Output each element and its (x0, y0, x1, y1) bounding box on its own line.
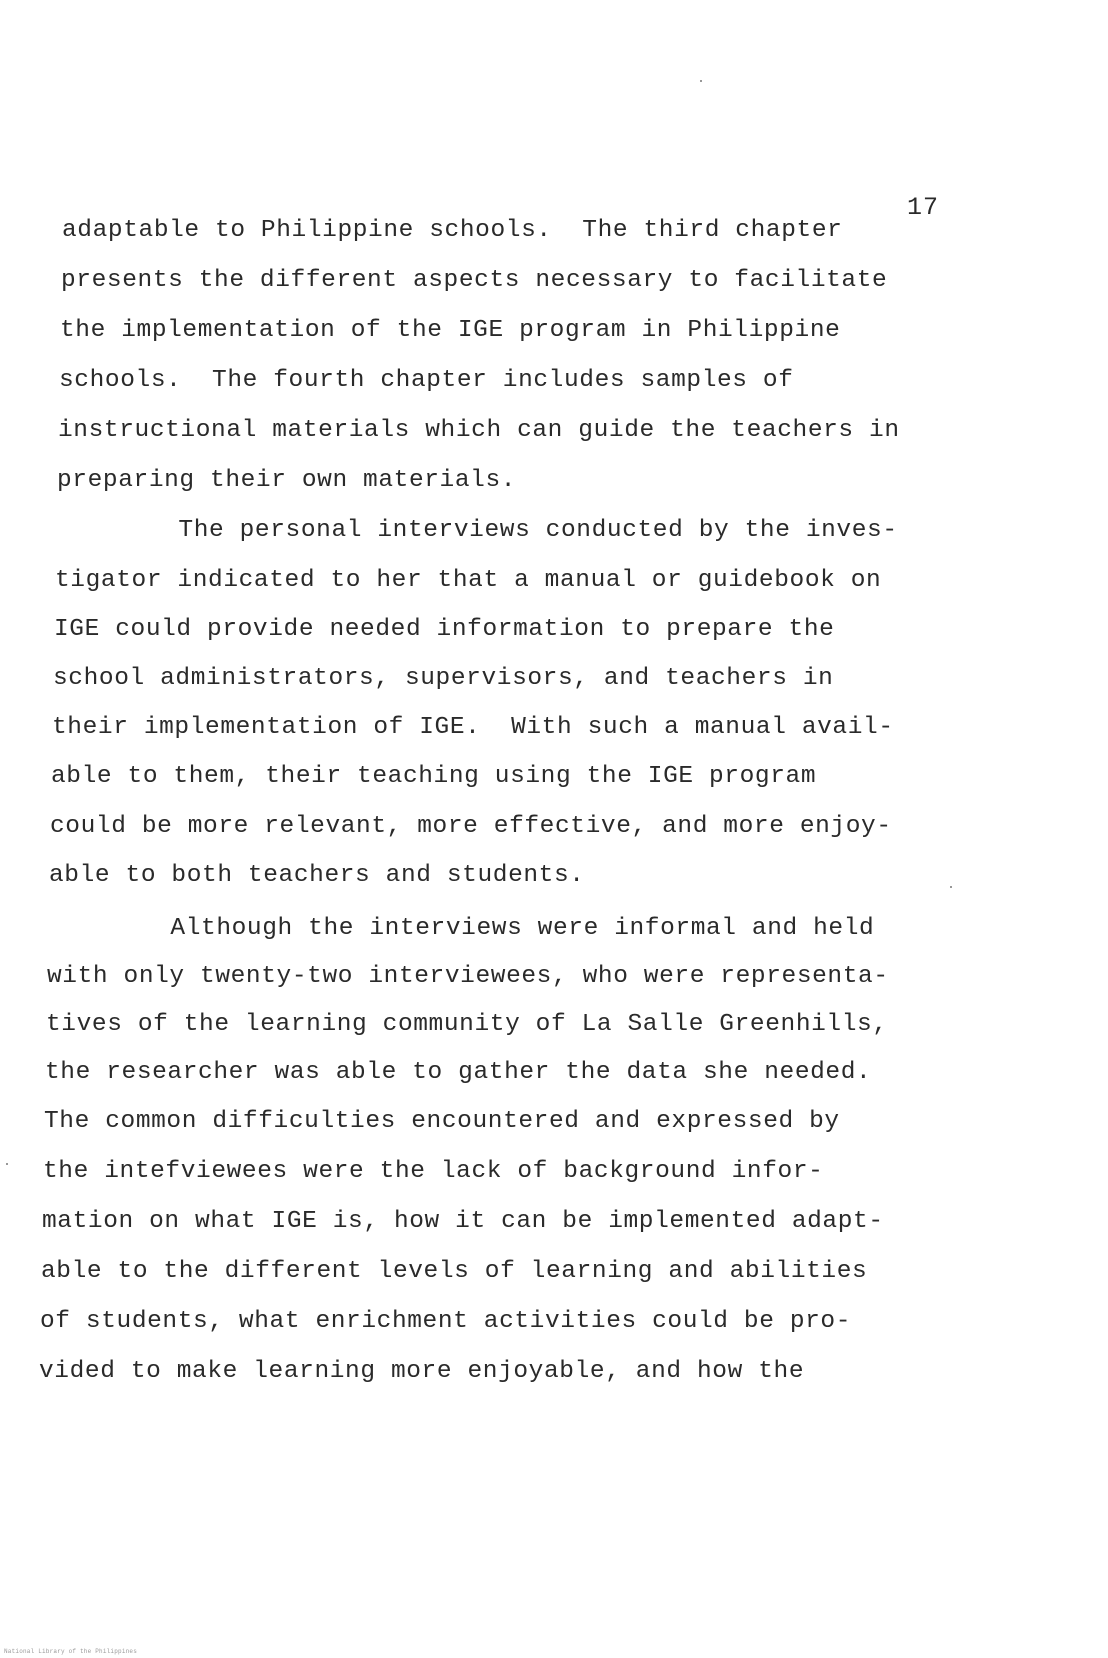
text-line: adaptable to Philippine schools. The third chapter (62, 217, 843, 244)
text-line: Although the interviews were informal and held (48, 915, 875, 942)
text-line: schools. The fourth chapter includes samples of (59, 367, 794, 394)
text-line: preparing their own materials. (57, 467, 517, 494)
text-line: able to both teachers and students. (49, 862, 585, 889)
scan-speck (700, 80, 702, 82)
text-line: with only twenty-two interviewees, who were representa- (47, 963, 889, 990)
text-line: instructional materials which can guide the teachers in (58, 417, 900, 444)
scan-speck (6, 1163, 8, 1165)
text-line: of students, what enrichment activities could be pro- (40, 1308, 852, 1335)
text-line: could be more relevant, more effective, and more enjoy- (50, 813, 892, 840)
text-line: IGE could provide needed information to prepare the (54, 616, 835, 643)
text-line: school administrators, supervisors, and teachers in (53, 665, 834, 692)
text-line: able to the different levels of learning and abilities (41, 1258, 868, 1285)
text-line: able to them, their teaching using the IGE program (51, 763, 817, 790)
text-line: presents the different aspects necessary to facilitate (61, 267, 888, 294)
page-number: 17 (907, 193, 940, 222)
text-line: their implementation of IGE. With such a manual avail- (52, 714, 894, 741)
text-line: tives of the learning community of La Salle Greenhills, (46, 1011, 888, 1038)
text-line: the intefviewees were the lack of background infor- (43, 1158, 824, 1185)
text-line: The common difficulties encountered and expressed by (44, 1108, 840, 1135)
scan-speck (950, 886, 952, 888)
text-line: tigator indicated to her that a manual or guidebook on (55, 567, 882, 594)
text-line: The personal interviews conducted by the inves- (56, 517, 898, 544)
footer-note: National Library of the Philippines (4, 1648, 138, 1655)
text-line: the researcher was able to gather the data she needed. (45, 1059, 872, 1086)
text-line: vided to make learning more enjoyable, and how the (39, 1358, 805, 1385)
text-line: the implementation of the IGE program in Philippine (60, 317, 841, 344)
text-line: mation on what IGE is, how it can be implemented adapt- (42, 1208, 884, 1235)
